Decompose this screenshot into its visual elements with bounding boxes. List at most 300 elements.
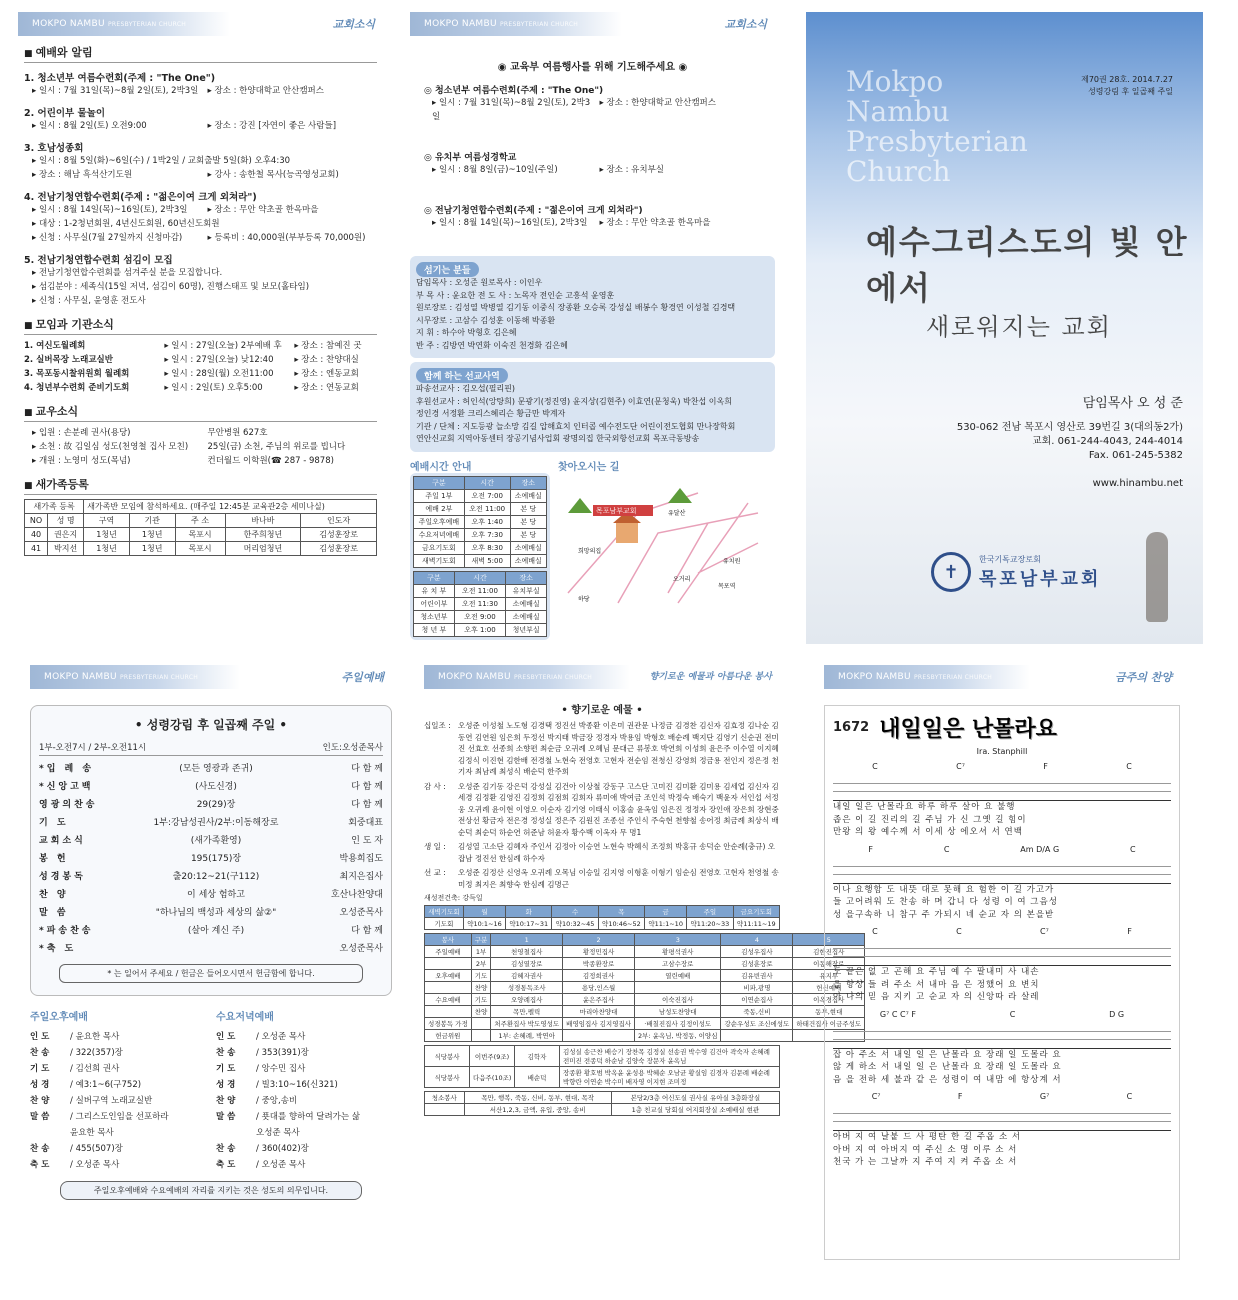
service-roster-table (424, 933, 865, 1042)
detail-text: ▸ 섬김분야 : 세족식(15일 저녁, 섬김이 60명), 진행스태프 및 보모(홀타임) (32, 282, 310, 292)
lyric-line: 을 항상 들 려 주소 서 내마 음 은 정했어 요 변치 (833, 979, 1040, 990)
news-row (32, 440, 377, 454)
music-staff (833, 775, 1171, 801)
meeting-place: ▸ 장소 : 참예진 곳 (294, 341, 362, 351)
table-row (425, 946, 865, 958)
chord-label: F (868, 844, 874, 854)
chord-label: C (956, 927, 962, 936)
offering-row (424, 867, 780, 890)
section-heading: ■ 예배와 알림 (24, 44, 377, 63)
staff-line: 반 주 : 김방연 박연화 이숙진 천경화 김은혜 (416, 340, 568, 350)
panel-header (410, 12, 622, 36)
table-cell: 약10:46~52 (598, 918, 644, 930)
meeting-list (24, 339, 377, 395)
header-cell: 장소 (510, 476, 546, 489)
worship-item-detail: 출20:12~21(구112) (172, 872, 260, 882)
detail-text: ▸ 장소 : 무안 약초골 한옥마을 (599, 218, 711, 228)
table-cell: 1청년 (129, 528, 175, 542)
table-cell: 이동해장로 (793, 958, 865, 970)
hymn-title: 내일일은 난몰라요 (879, 717, 1057, 742)
header-cell: 시간 (464, 476, 510, 489)
table-cell: 김성훈장로 (301, 542, 377, 556)
order-row (30, 1157, 206, 1173)
order-label: 찬 송 (30, 1048, 50, 1058)
church-icon (616, 523, 638, 543)
church-logo-icon: ✝ (931, 552, 971, 592)
table-cell: 기도 (471, 970, 491, 982)
music-staff (833, 940, 1171, 966)
cover-panel (806, 12, 1203, 644)
announcement-detail (32, 119, 377, 133)
table-row (425, 1092, 780, 1104)
brand-sub: PRESBYTERIAN CHURCH (514, 674, 593, 681)
table-row (25, 542, 377, 556)
table-cell: 김성훈장로 (721, 958, 793, 970)
offering-type: 십일조 : (424, 721, 451, 730)
table-cell: 1층 친교실 당회실 어지회장실 소예배실 현관 (611, 1104, 779, 1116)
worship-item-detail: 195(175)장 (190, 854, 242, 864)
table-cell: 헌금위원 (425, 1030, 472, 1042)
brand-sub: PRESBYTERIAN CHURCH (120, 674, 199, 681)
table-cell: 1청년 (84, 542, 130, 556)
table-cell: 배영임집사 김지영집사 (563, 1018, 635, 1030)
header-cell: 구분 (414, 571, 455, 584)
order-row (216, 1029, 392, 1045)
table-row (425, 1104, 780, 1116)
chord-line (833, 762, 1171, 771)
detail-text: ▸ 대상 : 1-2청년회원, 4년신도회원, 60년신도회원 (32, 219, 220, 229)
worship-item-leader: 인 도 자 (351, 836, 383, 846)
church-name: 목포남부교회 (979, 568, 1102, 590)
table-cell: 비파,광명 (721, 982, 793, 994)
header-cell: 성 명 (48, 514, 84, 528)
table-cell: 이연순집사 (721, 994, 793, 1006)
order-value: / 김선희 권사 (70, 1064, 120, 1074)
meeting-time: ▸ 일시 : 28일(월) 오전11:00 (164, 369, 274, 379)
order-label (30, 1125, 70, 1141)
worship-item-leader: 최지은집사 (339, 872, 383, 882)
table-cell: 권은지 (48, 528, 84, 542)
meeting-name: 4. 청년부수련회 준비기도회 (24, 383, 130, 393)
table-cell: 성경봉독 가정 (425, 1018, 472, 1030)
announcement-detail (32, 154, 377, 168)
detail-text: ▸ 등록비 : 40,000원(부부등록 70,000원) (207, 233, 366, 243)
table-cell: 유 치 부 (414, 584, 455, 597)
table-header (425, 934, 865, 946)
wed-service-order (216, 1029, 392, 1173)
chord-label: F (1127, 927, 1132, 936)
brand-label: MOKPO NAMBU (44, 672, 117, 682)
service-time: 1부-오전7시 / 2부-오전11시 (39, 743, 147, 753)
worship-item (39, 850, 383, 868)
chord-label: C (872, 927, 878, 936)
table-row (414, 623, 547, 636)
table-header (25, 514, 377, 528)
table-cell (721, 1030, 793, 1042)
announcement-detail (32, 168, 377, 182)
worship-item (39, 868, 383, 886)
worship-note: * 는 일어서 주세요 / 헌금은 들어오시면서 헌금함에 합니다. (59, 964, 363, 983)
brand-label: MOKPO NAMBU (32, 19, 105, 29)
table-cell (563, 1030, 635, 1042)
table-cell: 김유빈권사 (721, 970, 793, 982)
table-cell: 기도회 (425, 918, 464, 930)
lyric-line: 아 나의 믿 음 지키 고 순교 자 의 신앙따 라 살레 (833, 992, 1040, 1002)
announcement-title: 2. 어린이부 물놀이 (24, 108, 106, 119)
table-cell: 오전 9:00 (454, 610, 505, 623)
map-title: 찾아오시는 길 (558, 461, 620, 473)
map-label: 하당 (578, 595, 590, 603)
prayer-item (424, 83, 761, 124)
worship-item (39, 922, 383, 940)
detail-text: ▸ 강사 : 송한철 목사(능곡영성교회) (207, 170, 339, 180)
table-cell (471, 1018, 491, 1030)
header-cell: 인도자 (301, 514, 377, 528)
news-text: 컨더월드 이학원(☎ 287 - 9878) (207, 456, 334, 466)
table-cell: 소예배실 (506, 610, 547, 623)
header-cell: 1 (491, 934, 563, 946)
worship-item-name: 말 씀 (39, 908, 69, 918)
detail-text: ▸ 일시 : 8월 5일(화)~6일(수) / 1박2일 / 교회출발 5일(화) 오후4:30 (32, 156, 291, 166)
prayer-item-title: ◎ 유치부 여름성경학교 (424, 153, 517, 163)
chord-label: C (1126, 1092, 1133, 1101)
table-cell (471, 1030, 491, 1042)
order-label: 말 씀 (30, 1112, 50, 1122)
offering-names: 오성준 이성철 노도형 김경택 정진선 박종환 이은미 권관문 나정금 김경찬 김신자 김효정 김나순 김동연 김연원 임은희 두정선 박지태 박금장 정경자 박용임 박형호 배순례 백지단 김영기 신순권 전미진 선효호 선종희 소향편 최순금 오귀례 오혜님 문대근 류봉호 박연희 이성희 윤은주 이수열 이지혜 김정식 이진현 김한배 전경철 노현숙 전영호 고현자 전순임 전청신 강영희 정금용 전인지 정은정 천기자 최남례 최성식 배순덕 한주희 (458, 721, 779, 776)
worship-item-leader: 다 함 께 (351, 764, 383, 774)
detail-text: ▸ 일시 : 8월 2일(토) 오전9:00 (32, 121, 147, 131)
prayer-item-title: ◎ 청소년부 여름수련회(주제 : "The One") (424, 86, 604, 96)
worship-item-leader: 오성준목사 (339, 908, 383, 918)
table-row (25, 528, 377, 542)
offering-names: 오성준 김정산 신영옥 오귀례 오목님 이승일 김지영 이형훈 이형기 임순심 전영호 고현자 천영철 송미정 최지은 최향숙 한심례 김명근 (458, 868, 779, 889)
order-value: / 푯대를 향하여 달려가는 삶 (256, 1112, 360, 1122)
worship-item-leader: 회중대표 (348, 818, 383, 828)
table-cell: 2부: 윤옥님, 박정동, 이양심 (635, 1030, 721, 1042)
order-value: / 실버구역 노래교실반 (70, 1096, 153, 1106)
lyric-line: 내일 일은 난몰라요 하루 하루 살아 요 불행 (833, 802, 1016, 812)
order-row (216, 1109, 392, 1125)
table-title: 새가족 등록 (25, 500, 84, 514)
order-row (30, 1061, 206, 1077)
table-cell: 본 당 (510, 502, 546, 515)
worship-item-name: 봉 헌 (39, 854, 69, 864)
worship-item-detail: (새가족환영) (190, 836, 242, 846)
table-cell: 오후 1:00 (454, 623, 505, 636)
header-cell: 2 (563, 934, 635, 946)
offering-names: 오성준 김기동 강은덕 강성실 김건아 이상철 강동구 고스단 고미진 김미환 김미용 김세업 김신자 김세경 김정환 김영진 김정희 김점희 김희자 류미애 박여금 조인석 박정숙 배숙기 백윤자 서인섭 서정웅 오귀례 윤이현 이영오 이순자 김기영 이태식 이홍술 윤옥임 임은진 정정자 장인애 장은희 장현중 전상선 황금자 전은경 정성실 정은주 김원진 조종선 주인식 주숙현 천향철 송어정 최금례 최상식 배순덕 최순덕 하순연 허준남 허윤자 황수백 이옥자 무 명1 (458, 781, 779, 837)
times-table (413, 476, 547, 568)
prayer-title: ◉ 교육부 여름행사를 위해 기도해주세요 ◉ (497, 62, 688, 73)
meeting-name: 3. 목포동시찰위원회 월례회 (24, 369, 130, 379)
lyric-line: 도 끝은 없 고 곤해 요 주님 예 수 팔내미 사 내손 (833, 967, 1040, 977)
mission-line: 파송선교사 : 김오섭(필리핀) (416, 384, 516, 393)
chord-label: C (872, 762, 878, 771)
order-label: 찬 양 (30, 1096, 50, 1106)
table-cell: ·배칠진집사 김정이성도 (635, 1018, 721, 1030)
table-cell: 김학자 (515, 1046, 560, 1067)
table-cell: 용당,인스월 (563, 982, 635, 994)
announcement-detail (32, 294, 377, 308)
lyric-line: 아버 지 여 아버지 여 주신 소 명 이루 소 서 (833, 1144, 1018, 1155)
table-cell: 고삼수장로 (635, 958, 721, 970)
order-value: / 빌3:10~16(신321) (256, 1080, 338, 1090)
detail-text: ▸ 장소 : 강진 [자연이 좋은 사람들] (207, 121, 337, 131)
worship-item (39, 796, 383, 814)
table-cell (425, 1006, 472, 1018)
service-leader: 인도:오성준목사 (322, 743, 383, 753)
table-cell: 본 당 (510, 528, 546, 541)
news-text: ▸ 소천 : 故 김일심 성도(천영철 집사 모친) (32, 442, 189, 452)
lyric-line: 음 을 전하 세 불과 같 은 성령이 여 내맘 에 항상계 서 (833, 1074, 1062, 1085)
announcement-list (24, 70, 377, 308)
table-cell: 오후예배 (425, 970, 472, 982)
table-row (425, 918, 780, 930)
order-row (30, 1093, 206, 1109)
table-cell: 오전 11:30 (454, 597, 505, 610)
cleaning-table (424, 1091, 780, 1116)
worship-item-leader: 다 함 께 (351, 782, 383, 792)
order-value: / 오성준 목사 (70, 1160, 120, 1170)
fax: Fax. 061-245-5382 (1088, 450, 1183, 461)
detail-text: ▸ 장소 : 유치부실 (599, 165, 665, 175)
worship-item (39, 760, 383, 778)
table-cell: 소예배실 (510, 489, 546, 502)
announcement-title: 1. 청소년부 여름수련회(주제 : "The One") (24, 73, 216, 84)
worship-item (39, 832, 383, 850)
brand-label: MOKPO NAMBU (424, 19, 497, 29)
order-label: 찬 송 (216, 1048, 236, 1058)
map-label: 목포역 (718, 582, 736, 590)
service-title: • 성령강림 후 일곱째 주일 • (134, 718, 288, 732)
offering-type: 생 일 : (424, 842, 446, 851)
table-cell: 수요저녁예배 (414, 528, 465, 541)
chord-label: D G (1109, 1009, 1125, 1019)
table-cell: 김한진집사 (793, 946, 865, 958)
table-cell: 천영철집사 (491, 946, 563, 958)
worship-item-name: *파송찬송 (39, 926, 94, 936)
mission-title: 함께 하는 선교사역 (416, 368, 508, 383)
announcement-title: 4. 전남기청연합수련회(주제 : "젊은이여 크게 외쳐라") (24, 192, 257, 203)
announcement-detail (32, 266, 377, 280)
table-cell: 오양례집사 (491, 994, 563, 1006)
header-cell: 봉사 (425, 934, 472, 946)
order-label: 찬 송 (216, 1144, 236, 1154)
table-cell: 김성우집사 (721, 946, 793, 958)
slogan-line-1: 예수그리스도의 빛 안에서 (866, 223, 1189, 307)
offering-list (424, 720, 780, 890)
table-cell: 강순우성도 조신에성도 (721, 1018, 793, 1030)
lyric-line: 않 게 하소 서 내일 일 은 난몰라 요 장래 일 도몰라 요 (833, 1062, 1062, 1072)
brand-label: MOKPO NAMBU (838, 672, 911, 682)
table-row (425, 994, 865, 1006)
order-label: 성 경 (216, 1080, 236, 1090)
chord-label: C⁷ (1040, 927, 1049, 936)
table-cell: 성경통독조사 (491, 982, 563, 994)
table-cell: 청소년부 (414, 610, 455, 623)
worship-item-detail: 1부:강남성권사/2부:이동해장로 (153, 818, 279, 828)
table-cell: 다음주(10조) (470, 1067, 515, 1088)
table-cell: 식당봉사 (425, 1046, 470, 1067)
detail-text: ▸ 전남기청연합수련회를 섬겨주실 분을 모집합니다. (32, 268, 223, 278)
table-row (414, 610, 547, 623)
header-cell: 수 (552, 906, 598, 918)
address: 530-062 전남 목포시 영산로 39번길 3(대의동2가) (956, 422, 1183, 433)
table-cell: 수요예배 (425, 994, 472, 1006)
news-row (32, 454, 377, 468)
worship-item-name: 성경봉독 (39, 872, 86, 882)
table-cell: 윤은주집사 (563, 994, 635, 1006)
staff-line: 부 목 사 : 윤요한 전 도 사 : 노목자 전인순 고흥석 윤영훈 (416, 290, 615, 300)
table-cell: 박지선 (48, 542, 84, 556)
order-value: / 예3:1~6(구752) (70, 1080, 142, 1090)
table-row (414, 502, 547, 515)
table-cell: 1부: 손혜례, 박연아 (491, 1030, 563, 1042)
phone: 교회. 061-244-4043, 244-4014 (1031, 436, 1183, 447)
table-cell: 소예배실 (510, 554, 546, 567)
chord-line (833, 927, 1171, 936)
order-value: / 그리스도인임을 선포하라 (70, 1112, 169, 1122)
worship-item-leader: 호산나찬양대 (330, 890, 383, 900)
lyric-line: 들 고어려워 도 찬송 하 며 갑니 다 성령 이 여 그음성 (833, 897, 1058, 907)
table-cell (425, 1104, 465, 1116)
table-cell: 이숙진집사 (635, 994, 721, 1006)
detail-text: ▸ 일시 : 8월 14일(목)~16일(토), 2박3일 (32, 205, 188, 215)
table-cell: 약10:32~45 (552, 918, 598, 930)
worship-item-detail: (사도신경) (195, 782, 237, 792)
chord-label: C (943, 844, 950, 854)
table-cell (425, 982, 472, 994)
meeting-name: 1. 여신도월례회 (24, 341, 86, 351)
table-cell (425, 958, 472, 970)
table-row (425, 982, 865, 994)
website-link[interactable]: www.hinambu.net (1092, 478, 1183, 489)
order-row (30, 1045, 206, 1061)
order-label: 인 도 (216, 1032, 236, 1042)
header-cell: 주일 (687, 906, 733, 918)
detail-text: ▸ 일시 : 8월 8일(금)~10일(주일) (432, 165, 558, 175)
music-staff (833, 858, 1171, 884)
mission-line: 정인경 서정환 크리스혜리슨 황금만 박계자 (416, 409, 566, 418)
offering-type: 선 교 : (424, 868, 446, 877)
mission-line: 기관 / 단체 : 지도등광 늘소망 김길 압해효치 인터콥 예수전도단 어린이전도협회 만나장학회 (416, 421, 736, 431)
detail-text: ▸ 신청 : 사무실(7월 27일까지 신청마감) (32, 233, 183, 243)
detail-text: ▸ 장소 : 해남 흑석산기도원 (32, 170, 133, 180)
order-label: 찬 송 (30, 1144, 50, 1154)
table-cell: 김혜자권사 (491, 970, 563, 982)
table-cell: 오후 1:40 (464, 515, 510, 528)
table-cell: 청소봉사 (425, 1092, 465, 1104)
meeting-row (24, 353, 377, 367)
week-label: 성령강림 후 일곱째 주일 (1088, 87, 1173, 96)
lyric-line: 천국 가 는 그날까 지 주여 지 켜 주옵 소 서 (833, 1157, 1018, 1167)
times-table-2 (413, 571, 547, 637)
header-cell: 장소 (506, 571, 547, 584)
location-map (558, 473, 763, 608)
member-news-list (24, 426, 377, 468)
brand-sub: PRESBYTERIAN CHURCH (914, 674, 993, 681)
table-cell: 찬양 (471, 982, 491, 994)
table-cell: 오후 7:30 (464, 528, 510, 541)
worship-item-name: 교회소식 (39, 836, 86, 846)
worship-item-name: *신앙고백 (39, 782, 94, 792)
table-row (414, 541, 547, 554)
table-cell: 주일오후예배 (414, 515, 465, 528)
meeting-place: ▸ 장소 : 연동교회 (294, 383, 359, 393)
music-staff (833, 1105, 1171, 1131)
worship-item (39, 940, 383, 958)
detail-text: ▸ 신청 : 사무실, 윤영훈 전도사 (32, 296, 146, 306)
worship-item-detail: (모든 영광과 존귀) (179, 764, 253, 774)
table-cell: 41 (25, 542, 48, 556)
section-heading: ■ 모임과 기관소식 (24, 316, 377, 335)
header-cell: 금요기도회 (733, 906, 779, 918)
order-row (216, 1061, 392, 1077)
section-tag: 향기로운 예물과 아름다운 봉사 (649, 672, 772, 682)
table-cell: 약11:11~19 (733, 918, 779, 930)
order-row (30, 1141, 206, 1157)
lyric-line: 잡 아 주소 서 내일 일 은 난몰라 요 장래 일 도몰라 요 (833, 1049, 1062, 1060)
issue-number: 제70권 28호. 2014.7.27 (1081, 75, 1173, 84)
order-value: / 360(402)장 (256, 1144, 309, 1154)
section-heading: ■ 새가족등록 (24, 476, 377, 495)
meeting-place: ▸ 장소 : 찬양대실 (294, 355, 359, 365)
order-label: 기 도 (216, 1064, 236, 1074)
order-value: / 455(507)장 (70, 1144, 123, 1154)
table-cell: 오전 11:00 (464, 502, 510, 515)
offering-note: 새성전건축: 강득일 (424, 894, 483, 902)
prayer-list (410, 83, 775, 230)
prayer-item (424, 150, 761, 177)
table-cell: 박종환장로 (563, 958, 635, 970)
panel-hymn (824, 665, 1180, 1285)
hymn-score (833, 762, 1171, 1169)
news-text: 25일(금) 소천, 주님의 위로를 빕니다 (207, 442, 346, 452)
offering-names: 김성열 고소단 김혜자 주인서 김정아 이승연 노현숙 박혜식 조정희 박홍규 송덕순 안순례(충규) 오잡남 정진선 한심례 하수자 (458, 842, 776, 863)
worship-item-detail: (살아 계신 주) (187, 926, 245, 936)
chord-label: C (1009, 1009, 1016, 1019)
announcement-title: 5. 전남기청연합수련회 섬김이 모집 (24, 255, 173, 266)
meeting-time: ▸ 일시 : 27일(오늘) 2부예배 후 (164, 341, 282, 351)
denomination: 한국기독교장로회 (979, 554, 1041, 564)
order-value: / 322(357)장 (70, 1048, 123, 1058)
header-cell: NO (25, 514, 48, 528)
order-label: 인 도 (30, 1032, 50, 1042)
table-row (414, 528, 547, 541)
table-cell: 새벽기도회 (414, 554, 465, 567)
order-row (216, 1045, 392, 1061)
table-row (425, 970, 865, 982)
worship-times (410, 458, 550, 640)
panel-header (424, 665, 630, 689)
staff-box (410, 256, 775, 358)
panel-sunday-worship (30, 665, 392, 1285)
order-value: / 오성준 목사 (256, 1160, 306, 1170)
table-row (414, 554, 547, 567)
lyric-line: 성 을구속하 니 참구 주 가되시 네 순교 자 의 본을받 (833, 909, 1055, 920)
table-cell: 김정희권사 (563, 970, 635, 982)
map-label: 희망의집 (578, 547, 602, 555)
worship-item-detail: "하나님의 백성과 세상의 삶②" (155, 908, 277, 918)
times-title: 예배시간 안내 (410, 461, 472, 473)
table-cell: 주일예배 (425, 946, 472, 958)
meeting-time: ▸ 일시 : 2일(토) 오후5:00 (164, 383, 263, 393)
table-cell: 목포시 (175, 528, 225, 542)
brand-label: MOKPO NAMBU (438, 672, 511, 682)
offering-type: 감 사 : (424, 781, 446, 791)
table-row (425, 1006, 865, 1018)
header-cell: 5 (793, 934, 865, 946)
